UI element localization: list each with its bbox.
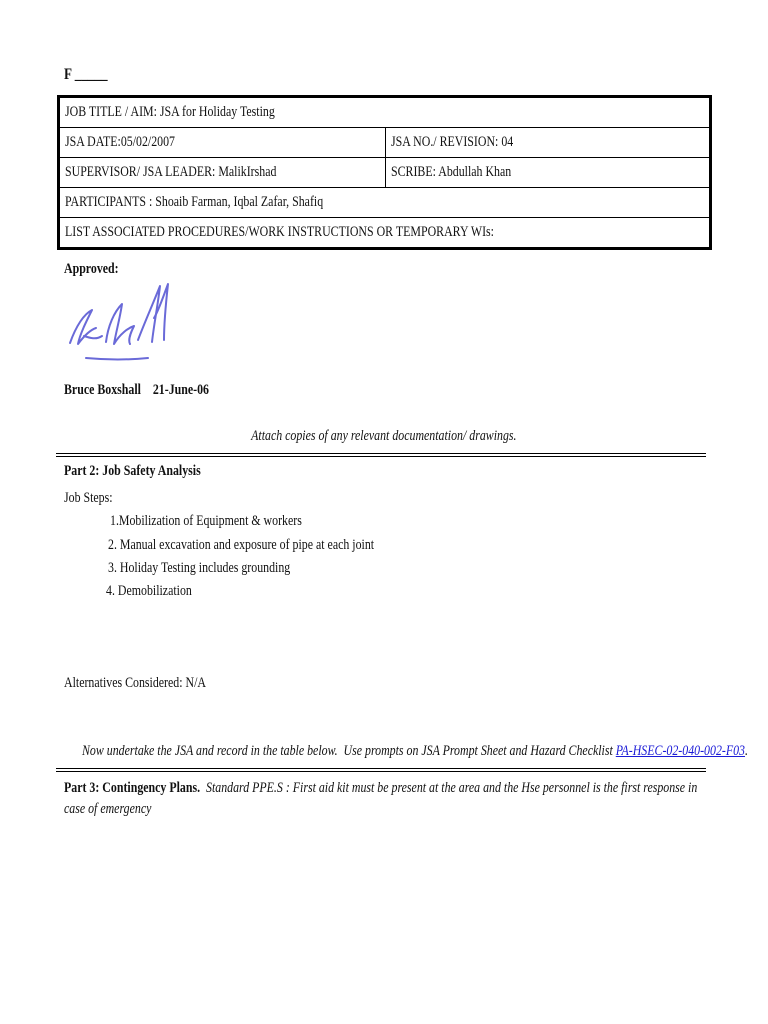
jsa-instruction-text: Now undertake the JSA and record in the table below. Use prompts on JSA Prompt Sheet and Hazard Checklist (82, 743, 616, 759)
jsa-header-table (57, 95, 712, 250)
approver-signature (62, 278, 182, 373)
approved-label: Approved: (64, 261, 119, 277)
divider (56, 768, 706, 769)
job-steps-label: Job Steps: (64, 490, 113, 506)
part3-text: Standard PPE.S : First aid kit must be present at the area and the Hse personnel is the first response in case of emergency (64, 780, 701, 817)
divider (56, 456, 706, 457)
jsa-date-cell: JSA DATE:05/02/2007 (59, 128, 386, 158)
part3-contingency (64, 778, 704, 820)
job-step-4: 4. Demobilization (106, 583, 192, 599)
jsa-instruction (82, 743, 768, 760)
divider (56, 771, 706, 772)
table-row (59, 158, 711, 188)
jsa-number-cell: JSA NO./ REVISION: 04 (386, 128, 711, 158)
supervisor-cell: SUPERVISOR/ JSA LEADER: MalikIrshad (59, 158, 386, 188)
table-row (59, 97, 711, 128)
table-row (59, 188, 711, 218)
jsa-instruction-end: . (745, 743, 748, 759)
table-row (59, 128, 711, 158)
divider (56, 453, 706, 454)
alternatives-considered: Alternatives Considered: N/A (64, 675, 207, 691)
job-step-2: 2. Manual excavation and exposure of pipe at each joint (108, 537, 375, 553)
participants-cell: PARTICIPANTS : Shoaib Farman, Iqbal Zafar, Shafiq (59, 188, 711, 218)
attach-note: Attach copies of any relevant documentation/ drawings. (251, 428, 517, 444)
form-code: F _____ (64, 66, 108, 83)
job-step-1: 1.Mobilization of Equipment & workers (110, 513, 302, 529)
part3-label: Part 3: Contingency Plans. (64, 780, 201, 796)
job-step-3: 3. Holiday Testing includes grounding (108, 560, 291, 576)
table-row (59, 218, 711, 249)
hazard-checklist-link[interactable]: PA-HSEC-02-040-002-F03 (615, 743, 746, 759)
scribe-cell: SCRIBE: Abdullah Khan (386, 158, 711, 188)
part2-title: Part 2: Job Safety Analysis (64, 463, 201, 479)
approver-name-date: Bruce Boxshall 21-June-06 (64, 382, 209, 398)
procedures-cell: LIST ASSOCIATED PROCEDURES/WORK INSTRUCTIONS OR TEMPORARY WIs: (59, 218, 711, 249)
job-title-cell: JOB TITLE / AIM: JSA for Holiday Testing (59, 97, 711, 128)
